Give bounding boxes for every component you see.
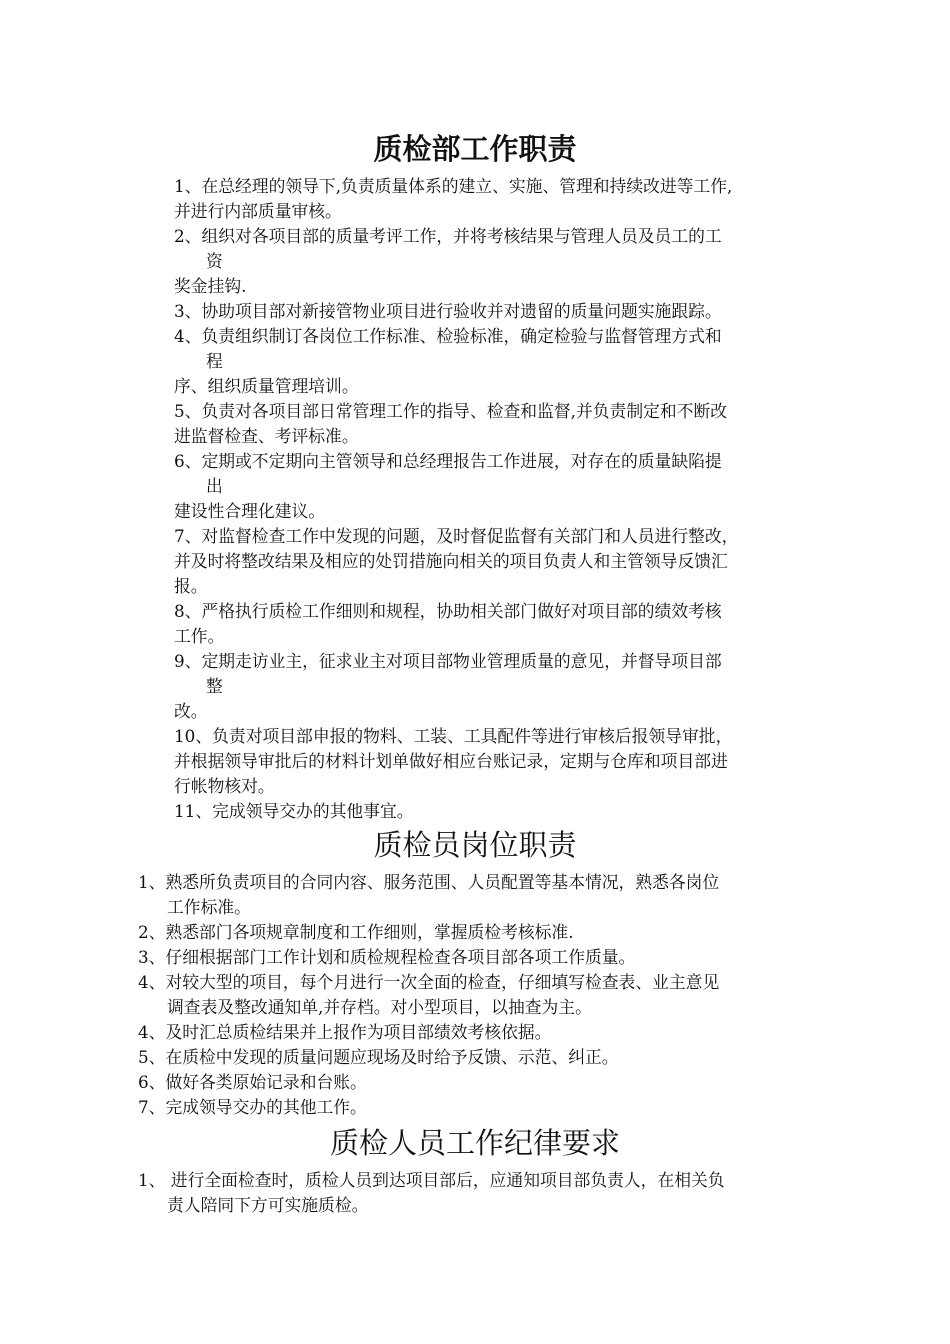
duty-line: 6、定期或不定期向主管领导和总经理报告工作进展，对存在的质量缺陷提 [174,451,722,471]
duty-line: 行帐物核对。 [174,776,275,796]
duty-line: 程 [206,351,223,371]
section-title-inspector-discipline: 质检人员工作纪律要求 [329,1126,620,1160]
duty-line: 8、严格执行质检工作细则和规程，协助相关部门做好对项目部的绩效考核 [174,601,722,621]
duty-line: 序、组织质量管理培训。 [174,376,359,396]
duty-line: 1、在总经理的领导下,负责质量体系的建立、实施、管理和持续改进等工作, [174,176,733,196]
discipline-line: 责人陪同下方可实施质检。 [167,1195,369,1215]
duty-line: 5、在质检中发现的质量问题应现场及时给予反馈、示范、纠正。 [138,1047,619,1067]
duty-line: 报。 [174,576,208,596]
duty-line: 10、负责对项目部申报的物料、工装、工具配件等进行审核后报领导审批， [174,726,733,746]
duty-line: 2、熟悉部门各项规章制度和工作细则，掌握质检考核标准. [138,922,574,942]
duty-line: 4、对较大型的项目，每个月进行一次全面的检查，仔细填写检查表、业主意见 [138,972,720,992]
duty-line: 1、熟悉所负责项目的合同内容、服务范围、人员配置等基本情况，熟悉各岗位 [138,872,720,892]
duty-line: 9、定期走访业主，征求业主对项目部物业管理质量的意见，并督导项目部 [174,651,722,671]
duty-line: 4、负责组织制订各岗位工作标准、检验标准，确定检验与监督管理方式和 [174,326,722,346]
section-title-quality-dept-duties: 质检部工作职责 [373,132,577,166]
duty-line: 出 [206,476,223,496]
duty-line: 3、协助项目部对新接管物业项目进行验收并对遗留的质量问题实施跟踪。 [174,301,722,321]
duty-line: 整 [206,676,223,696]
duty-line: 并进行内部质量审核。 [174,201,342,221]
duty-line: 奖金挂钩. [174,276,247,296]
duty-line: 工作标准。 [167,897,251,917]
inspector-discipline-list [138,1168,838,1218]
quality-dept-duties-list [174,174,834,824]
duty-line: 3、仔细根据部门工作计划和质检规程检查各项目部各项工作质量。 [138,947,636,967]
duty-line: 进监督检查、考评标准。 [174,426,359,446]
discipline-line: 1、 进行全面检查时，质检人员到达项目部后，应通知项目部负责人，在相关负 [138,1170,725,1190]
duty-line: 调查表及整改通知单,并存档。对小型项目，以抽查为主。 [167,997,592,1017]
inspector-duties-list [138,870,838,1120]
duty-line: 7、完成领导交办的其他工作。 [138,1097,367,1117]
duty-line: 建设性合理化建议。 [174,501,326,521]
duty-line: 6、做好各类原始记录和台账。 [138,1072,367,1092]
duty-line: 改。 [174,701,208,721]
duty-line: 4、及时汇总质检结果并上报作为项目部绩效考核依据。 [138,1022,552,1042]
duty-line: 并及时将整改结果及相应的处罚措施向相关的项目负责人和主管领导反馈汇 [174,551,728,571]
duty-line: 并根据领导审批后的材料计划单做好相应台账记录，定期与仓库和项目部进 [174,751,728,771]
duty-line: 资 [206,251,223,271]
duty-line: 工作。 [174,626,225,646]
duty-line: 11、完成领导交办的其他事宜。 [174,801,414,821]
duty-line: 7、对监督检查工作中发现的问题，及时督促监督有关部门和人员进行整改， [174,526,739,546]
section-title-inspector-duties: 质检员岗位职责 [373,828,577,862]
duty-line: 5、负责对各项目部日常管理工作的指导、检查和监督,并负责制定和不断改 [174,401,728,421]
duty-line: 2、组织对各项目部的质量考评工作，并将考核结果与管理人员及员工的工 [174,226,722,246]
